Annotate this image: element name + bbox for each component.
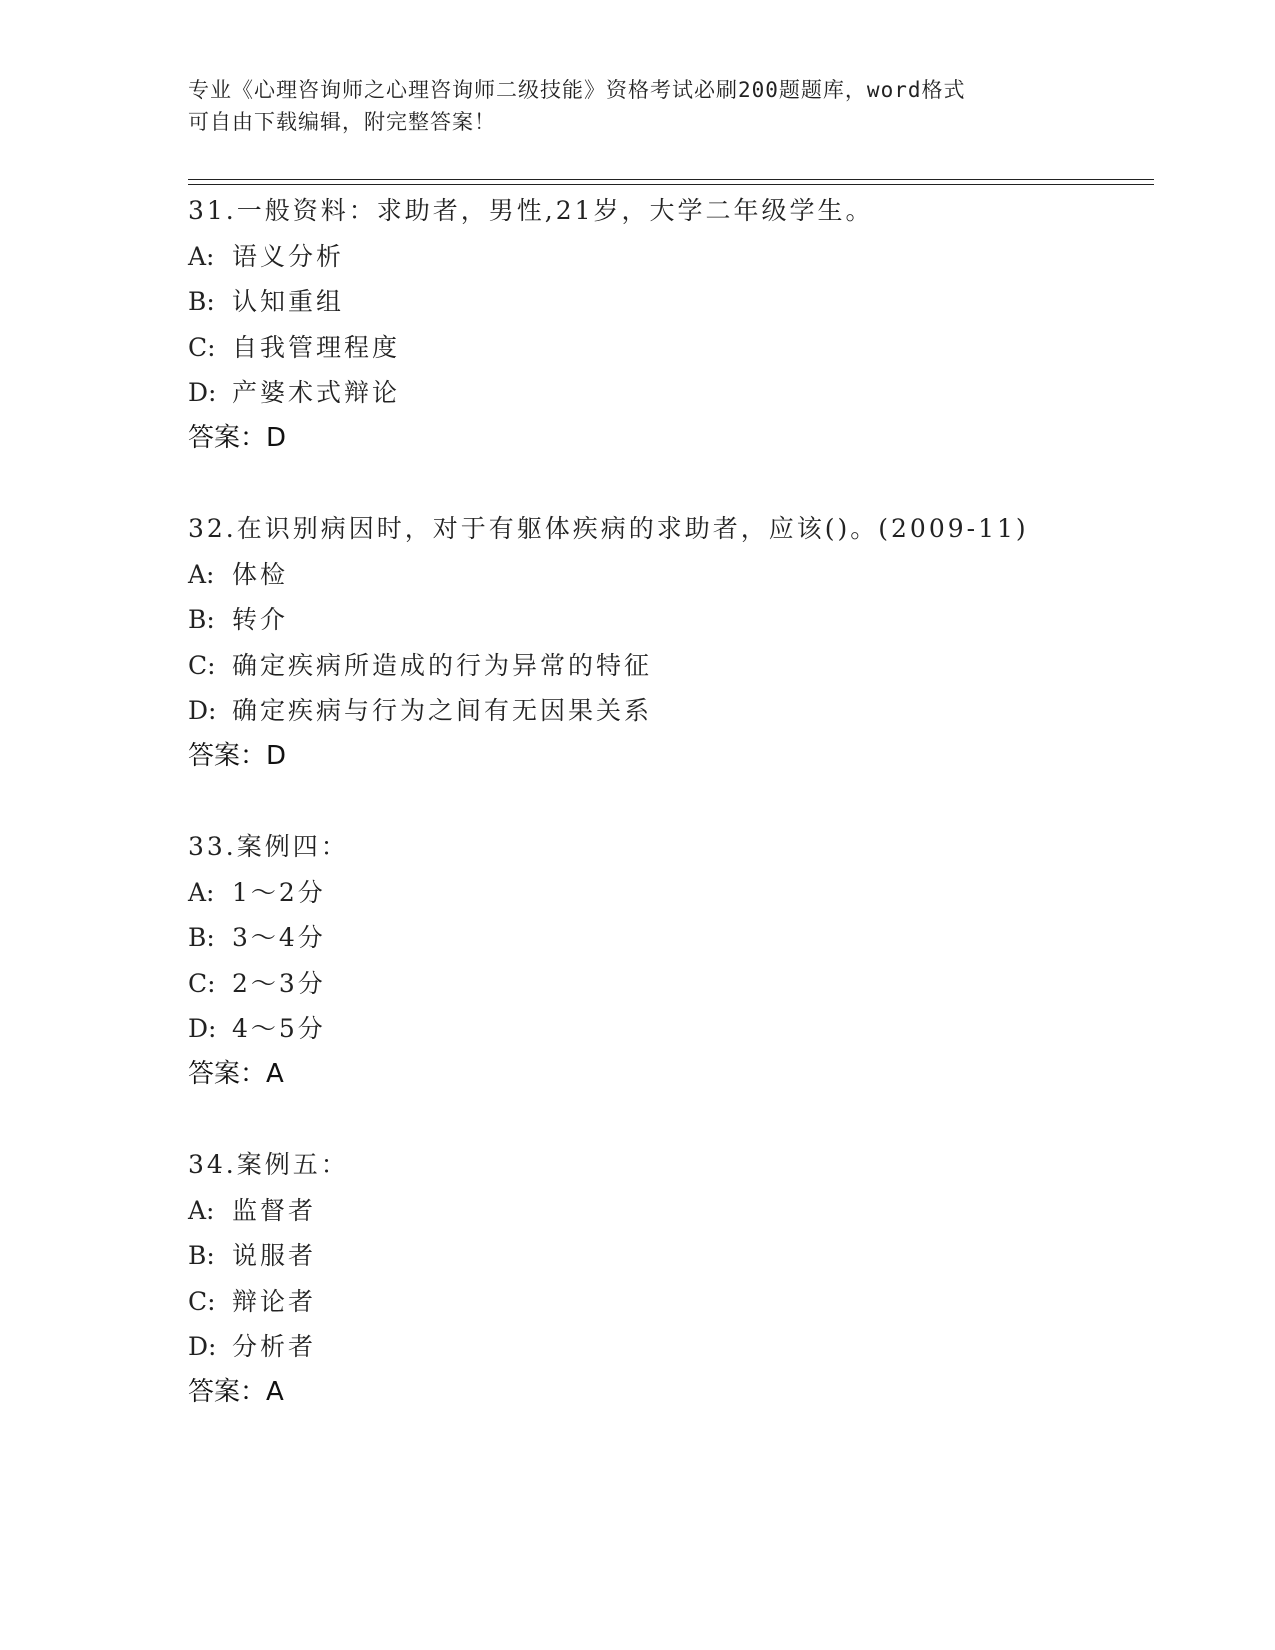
question-stem: 31.一般资料：求助者，男性,21岁，大学二年级学生。 (188, 196, 874, 225)
option-key: D: (188, 1014, 217, 1043)
option-c (188, 643, 1168, 689)
option-text: 转介 (232, 605, 289, 634)
option-b (188, 279, 1168, 325)
option-text: 体检 (232, 559, 289, 589)
option-text: 认知重组 (232, 287, 345, 316)
option-b (188, 915, 1168, 961)
option-d (188, 688, 1168, 734)
header-divider-top (188, 179, 1154, 180)
option-text: 说服者 (232, 1241, 317, 1270)
option-text: 监督者 (232, 1195, 317, 1225)
option-a (188, 870, 1168, 916)
option-key: C: (188, 650, 216, 680)
option-key: B: (188, 605, 215, 634)
answer-line: 答案：A (188, 1376, 284, 1407)
header-line-1: 专业《心理咨询师之心理咨询师二级技能》资格考试必刷200题题库，word格式 (188, 78, 966, 102)
question-32 (188, 506, 1168, 779)
question-stem: 33.案例四： (188, 832, 349, 861)
question-34 (188, 1142, 1168, 1415)
question-33 (188, 824, 1168, 1097)
option-key: D: (188, 696, 217, 725)
question-stem: 32.在识别病因时，对于有躯体疾病的求助者，应该()。(2009-11) (188, 514, 1029, 543)
option-a (188, 234, 1168, 280)
option-a (188, 552, 1168, 598)
option-key: B: (188, 1241, 215, 1270)
question-stem: 34.案例五： (188, 1150, 349, 1179)
option-key: C: (188, 332, 216, 362)
option-text: 1～2分 (232, 877, 326, 907)
option-c (188, 325, 1168, 371)
option-text: 4～5分 (232, 1014, 326, 1043)
option-key: C: (188, 1286, 216, 1316)
option-a (188, 1188, 1168, 1234)
option-key: A: (188, 877, 215, 907)
option-d (188, 1324, 1168, 1370)
answer-line: 答案：D (188, 740, 287, 771)
option-b (188, 1233, 1168, 1279)
option-text: 确定疾病与行为之间有无因果关系 (232, 696, 653, 725)
option-key: A: (188, 1195, 215, 1225)
option-d (188, 370, 1168, 416)
option-key: A: (188, 559, 215, 589)
option-text: 确定疾病所造成的行为异常的特征 (232, 650, 653, 680)
option-key: C: (188, 968, 216, 998)
header-divider-bottom (188, 184, 1154, 185)
option-c (188, 1279, 1168, 1325)
header-line-2: 可自由下载编辑，附完整答案！ (188, 110, 496, 134)
option-key: A: (188, 241, 215, 271)
option-key: D: (188, 1332, 217, 1361)
option-text: 3～4分 (232, 923, 326, 952)
option-c (188, 961, 1168, 1007)
option-text: 辩论者 (232, 1286, 317, 1316)
option-text: 产婆术式辩论 (232, 378, 401, 407)
option-b (188, 597, 1168, 643)
document-header (188, 74, 1088, 138)
option-d (188, 1006, 1168, 1052)
option-text: 分析者 (232, 1332, 317, 1361)
option-key: D: (188, 378, 217, 407)
option-key: B: (188, 923, 215, 952)
option-key: B: (188, 287, 215, 316)
option-text: 2～3分 (232, 968, 326, 998)
answer-line: 答案：D (188, 422, 287, 453)
answer-line: 答案：A (188, 1058, 284, 1089)
question-31 (188, 188, 1168, 461)
option-text: 语义分析 (232, 241, 345, 271)
option-text: 自我管理程度 (232, 332, 401, 362)
